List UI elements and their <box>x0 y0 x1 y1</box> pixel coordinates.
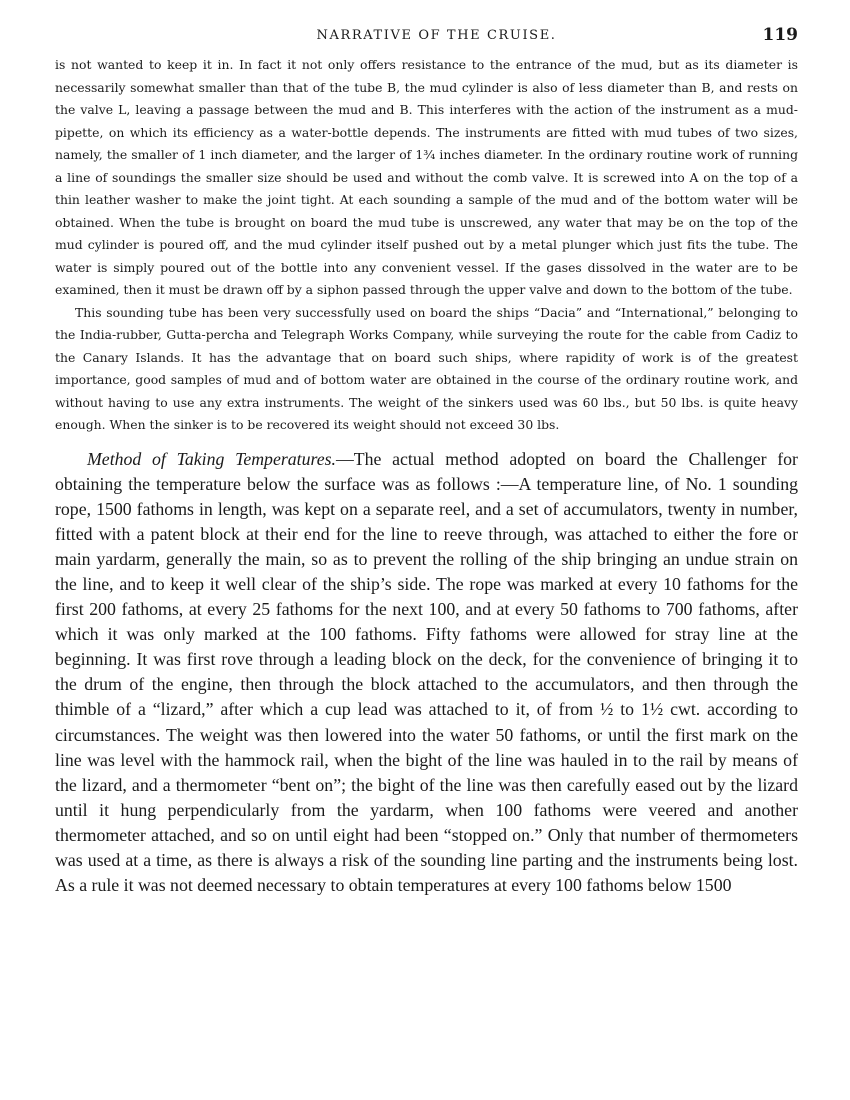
temperature-method-section <box>55 447 798 899</box>
page-number: 119 <box>762 25 798 45</box>
temperature-method-text: —The actual method adopted on board the Challenger for obtaining the temperature below the surface was as follows :—A temperature line, of No. 1 sounding rope, 1500 fathoms in length, was kept on a separate reel, and a set of accumulators, twenty in number, fitted with a patent block at their end for the line to reeve through, was attached to either the fore or main yardarm, generally the main, so as to prevent the rolling of the ship bringing an undue strain on the line, and to keep it well clear of the ship’s side. The rope was marked at every 10 fathoms for the first 200 fathoms, at every 25 fathoms for the next 100, and at every 50 fathoms to 700 fathoms, after which it was only marked at the 100 fathoms. Fifty fathoms were allowed for stray line at the beginning. It was first rove through a leading block on the deck, for the convenience of bringing it to the drum of the engine, then through the block attached to the accumulators, and then through the thimble of a “lizard,” after which a cup lead was attached to it, of from ½ to 1½ cwt. according to circumstances. The weight was then lowered into the water 50 fathoms, or until the first mark on the line was level with the hammock rail, when the bight of the line was hauled in to the rail by means of the lizard, and a thermometer “bent on”; the bight of the line was then carefully eased out by the lizard until it hung perpendicularly from the yardarm, when 100 fathoms were veered and another thermometer attached, and so on until eight had been “stopped on.” Only that number of thermometers was used at a time, as there is always a risk of the sounding line parting and the instruments being lost. As a rule it was not deemed necessary to obtain temperatures at every 100 fathoms below 1500 <box>55 448 798 896</box>
paragraph-temperature-method <box>55 447 798 899</box>
running-title: NARRATIVE OF THE CRUISE. <box>316 28 557 43</box>
paragraph-sounding-tube: This sounding tube has been very successfully used on board the ships “Dacia” and “International,” belonging to the India-rubber, Gutta-percha and Telegraph Works Company, while surveying the route for the cable from Cadiz to the Canary Islands. It has the advantage that on board such ships, where rapidity of work is of the greatest importance, good samples of mud and of bottom water are obtained in the course of the ordinary routine work, and without having to use any extra instruments. The weight of the sinkers used was 60 lbs., but 50 lbs. is quite heavy enough. When the sinker is to be recovered its weight should not exceed 30 lbs. <box>55 304 798 432</box>
paragraph-mud-tube: is not wanted to keep it in. In fact it not only offers resistance to the entrance of the mud, but as its diameter is necessarily somewhat smaller than that of the tube B, the mud cylinder is also of less diameter than B, and rests on the valve L, leaving a passage between the mud and B. This interferes with the action of the instrument as a mud-pipette, on which its efficiency as a water-bottle depends. The instruments are fitted with mud tubes of two sizes, namely, the smaller of 1 inch diameter, and the larger of 1¾ inches diameter. In the ordinary routine work of running a line of soundings the smaller size should be used and without the comb valve. It is screwed into A on the top of a thin leather washer to make the joint tight. At each sounding a sample of the mud and of the bottom water will be obtained. When the tube is brought on board the mud tube is unscrewed, any water that may be on the top of the mud cylinder is poured off, and the mud cylinder itself pushed out by a metal plunger which just fits the tube. The water is simply poured out of the bottle into any convenient vessel. If the gases dissolved in the water are to be examined, then it must be drawn off by a siphon passed through the upper valve and down to the bottom of the tube. <box>55 57 798 297</box>
running-header <box>55 25 798 54</box>
small-print-section <box>55 54 798 437</box>
section-heading-italic: Method of Taking Temperatures. <box>87 448 336 469</box>
